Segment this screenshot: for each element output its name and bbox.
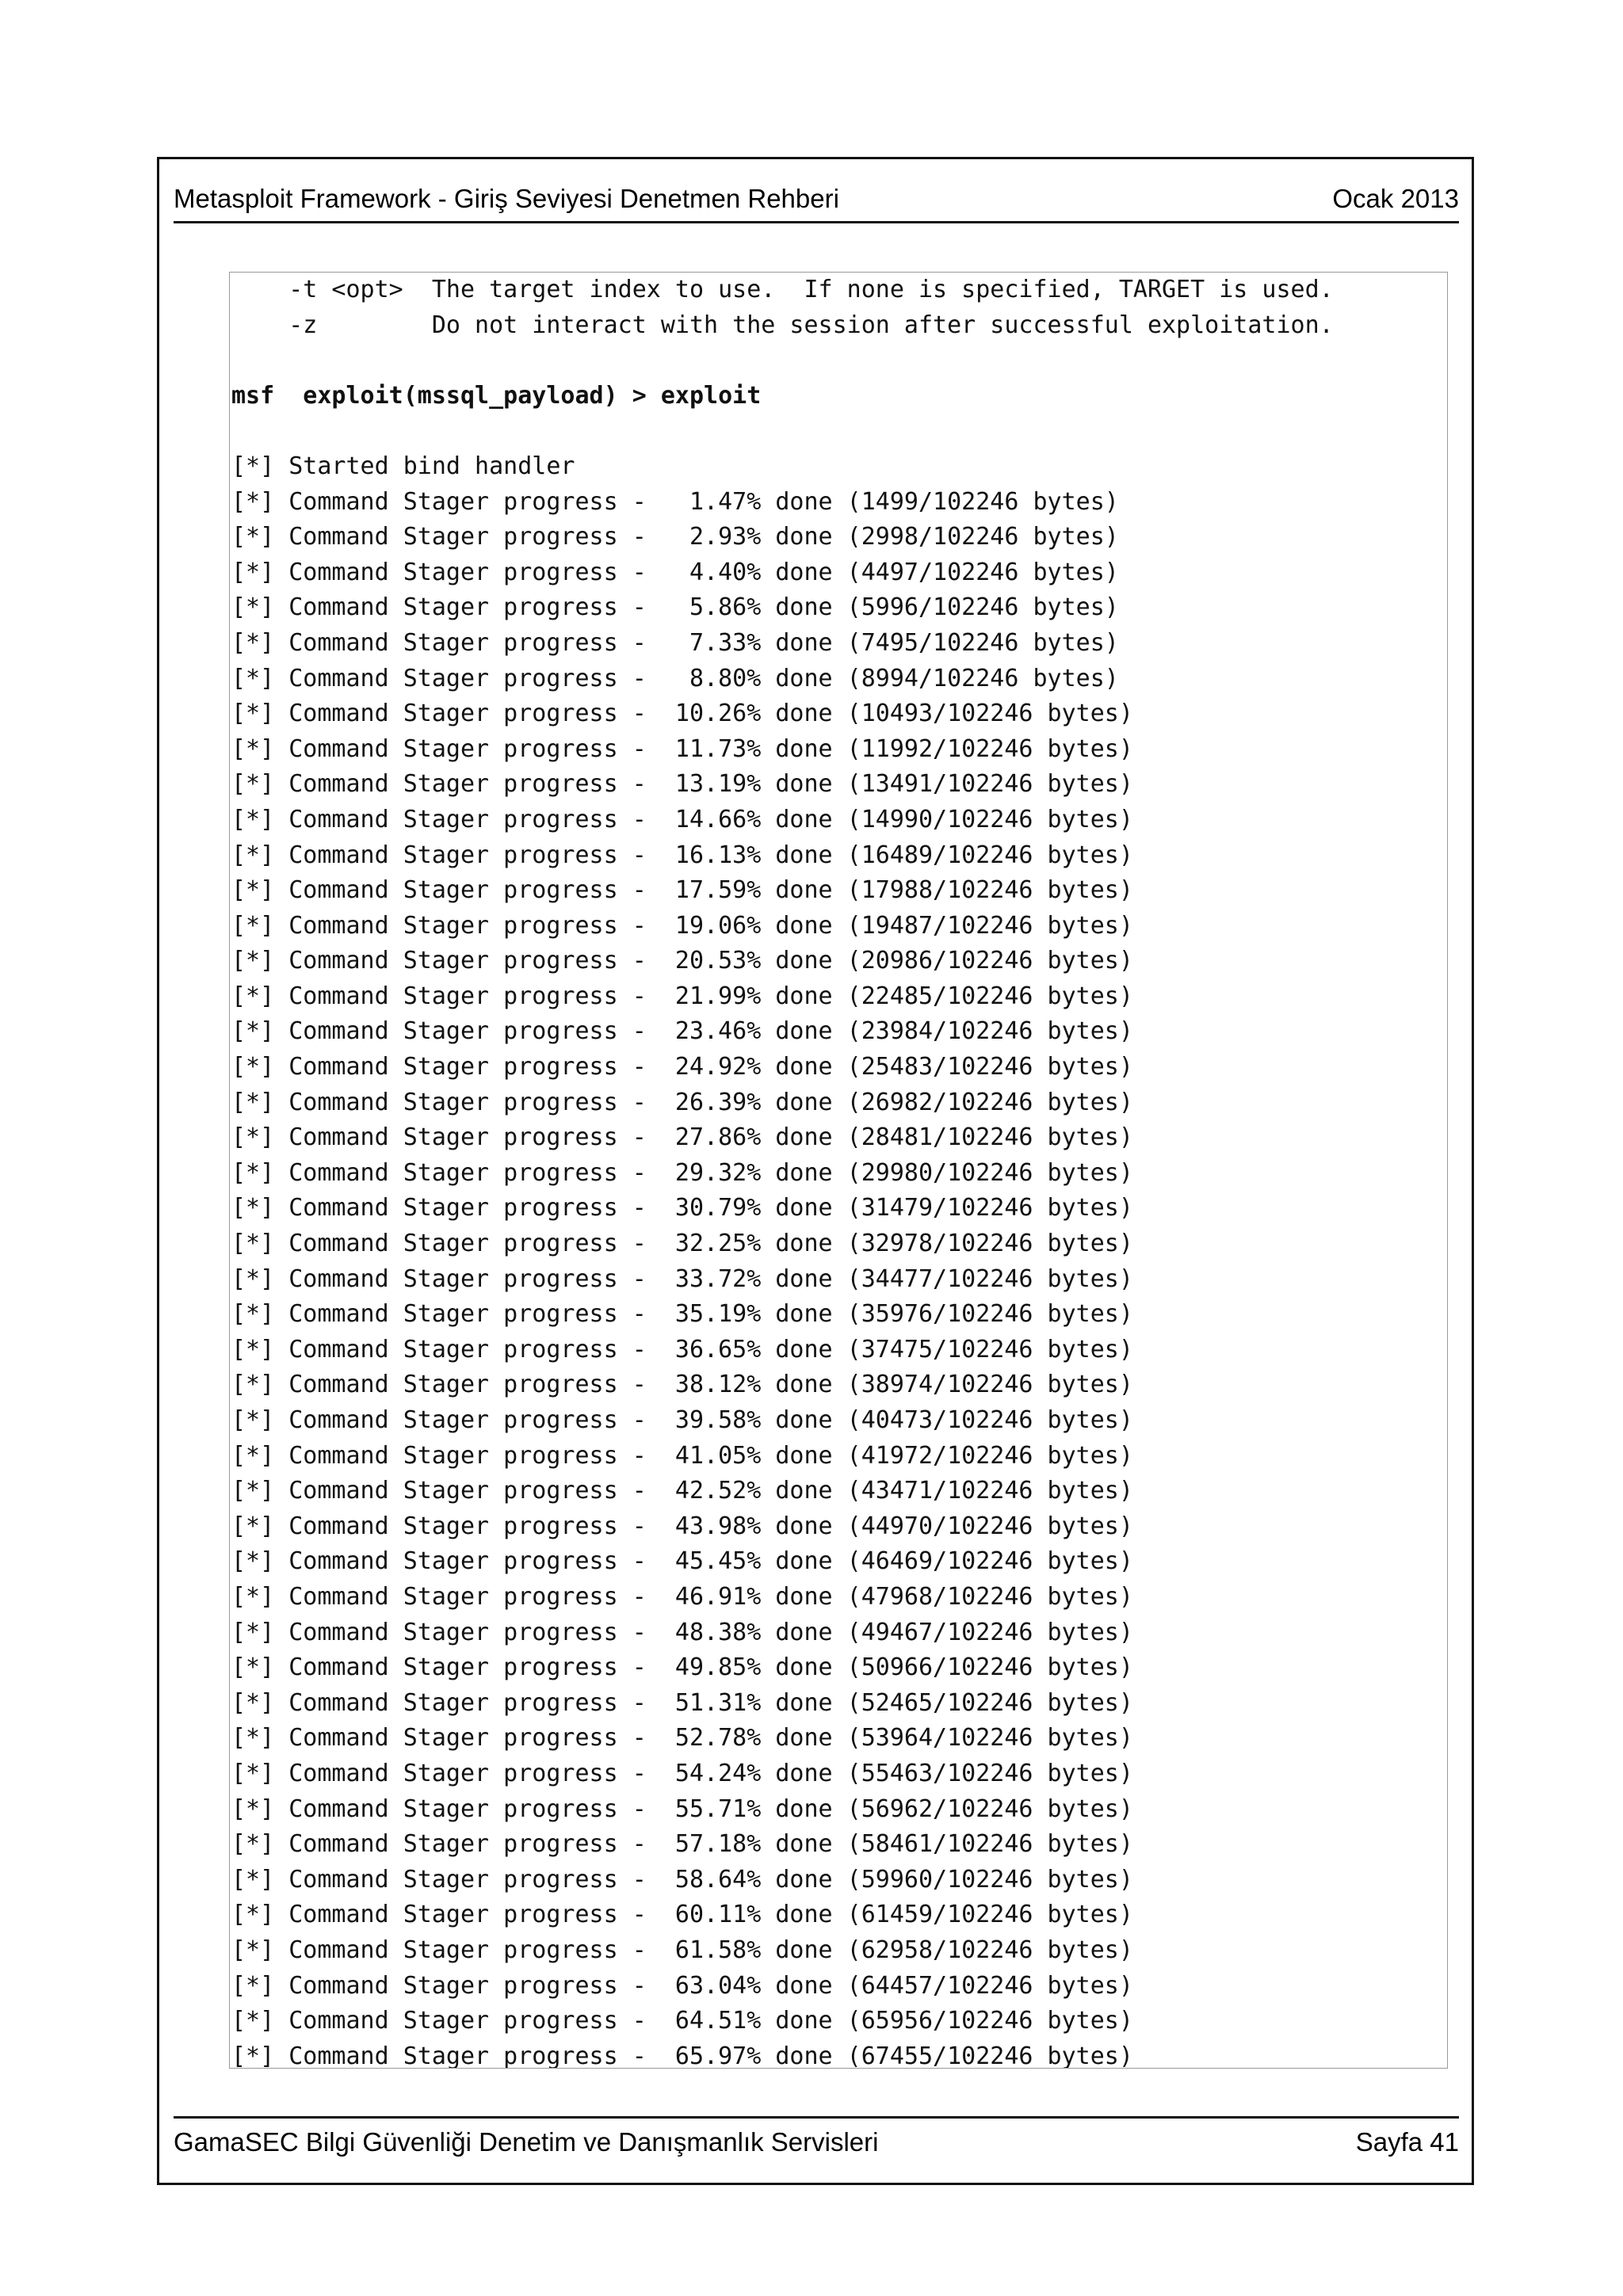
terminal-line: [*] Command Stager progress - 35.19% done (35976/102246 bytes) (231, 1300, 1133, 1329)
prompt-line: msf exploit(mssql_payload) > exploit (231, 381, 762, 410)
page-frame (157, 157, 1474, 2185)
footer-company: GamaSEC Bilgi Güvenliği Denetim ve Danışmanlık Servisleri (174, 2127, 879, 2157)
terminal-line: [*] Command Stager progress - 14.66% done (14990/102246 bytes) (231, 805, 1133, 833)
terminal-line: [*] Command Stager progress - 52.78% done (53964/102246 bytes) (231, 1724, 1133, 1753)
terminal-line: [*] Command Stager progress - 21.99% done (22485/102246 bytes) (231, 982, 1133, 1010)
terminal-line: [*] Command Stager progress - 36.65% done (37475/102246 bytes) (231, 1335, 1133, 1363)
terminal-line: [*] Command Stager progress - 5.86% done (5996/102246 bytes) (231, 593, 1119, 622)
terminal-line: [*] Command Stager progress - 45.45% done (46469/102246 bytes) (231, 1547, 1133, 1576)
terminal-line (231, 414, 1334, 449)
terminal-line: [*] Command Stager progress - 27.86% done (28481/102246 bytes) (231, 1123, 1133, 1152)
terminal-line: [*] Command Stager progress - 8.80% done (8994/102246 bytes) (231, 664, 1119, 692)
terminal-line: [*] Command Stager progress - 63.04% done (64457/102246 bytes) (231, 1971, 1133, 2000)
terminal-line: [*] Command Stager progress - 4.40% done (4497/102246 bytes) (231, 558, 1119, 586)
terminal-line: [*] Command Stager progress - 41.05% done (41972/102246 bytes) (231, 1441, 1133, 1470)
terminal-line: [*] Command Stager progress - 51.31% done (52465/102246 bytes) (231, 1688, 1133, 1717)
terminal-line: [*] Command Stager progress - 43.98% done (44970/102246 bytes) (231, 1512, 1133, 1540)
terminal-line: -t <opt> The target index to use. If none is specified, TARGET is used. (231, 276, 1334, 303)
terminal-line: [*] Command Stager progress - 61.58% done (62958/102246 bytes) (231, 1936, 1133, 1964)
terminal-line: [*] Command Stager progress - 29.32% done (29980/102246 bytes) (231, 1158, 1133, 1187)
terminal-line: [*] Command Stager progress - 20.53% done (20986/102246 bytes) (231, 947, 1133, 975)
terminal-line: [*] Command Stager progress - 55.71% done (56962/102246 bytes) (231, 1794, 1133, 1823)
terminal-output (231, 273, 1334, 2069)
terminal-line: [*] Command Stager progress - 49.85% done (50966/102246 bytes) (231, 1653, 1133, 1682)
terminal-line: [*] Command Stager progress - 24.92% done (25483/102246 bytes) (231, 1053, 1133, 1081)
terminal-line: -z Do not interact with the session after successful exploitation. (231, 311, 1334, 339)
terminal-line: [*] Command Stager progress - 60.11% done (61459/102246 bytes) (231, 1901, 1133, 1929)
terminal-line: [*] Command Stager progress - 10.26% done (10493/102246 bytes) (231, 700, 1133, 728)
terminal-line: [*] Command Stager progress - 57.18% done (58461/102246 bytes) (231, 1830, 1133, 1859)
terminal-line: [*] Command Stager progress - 39.58% done (40473/102246 bytes) (231, 1406, 1133, 1434)
terminal-line: [*] Command Stager progress - 38.12% done (38974/102246 bytes) (231, 1371, 1133, 1399)
terminal-line: [*] Command Stager progress - 26.39% done (26982/102246 bytes) (231, 1088, 1133, 1116)
terminal-output-box (229, 272, 1448, 2069)
terminal-line: [*] Command Stager progress - 42.52% done (43471/102246 bytes) (231, 1477, 1133, 1505)
terminal-line: [*] Command Stager progress - 13.19% done (13491/102246 bytes) (231, 770, 1133, 799)
terminal-line: [*] Command Stager progress - 23.46% done (23984/102246 bytes) (231, 1017, 1133, 1046)
terminal-line: [*] Command Stager progress - 32.25% done (32978/102246 bytes) (231, 1230, 1133, 1258)
terminal-line: [*] Command Stager progress - 19.06% done (19487/102246 bytes) (231, 911, 1133, 940)
terminal-line: [*] Command Stager progress - 58.64% done (59960/102246 bytes) (231, 1865, 1133, 1894)
page-footer (174, 2116, 1459, 2166)
terminal-line: [*] Command Stager progress - 64.51% done (65956/102246 bytes) (231, 2007, 1133, 2035)
terminal-line: [*] Command Stager progress - 46.91% done (47968/102246 bytes) (231, 1582, 1133, 1611)
terminal-line: [*] Started bind handler (231, 452, 575, 480)
terminal-line: [*] Command Stager progress - 48.38% done (49467/102246 bytes) (231, 1618, 1133, 1646)
page-header (174, 181, 1459, 223)
document-title: Metasploit Framework - Giriş Seviyesi Denetmen Rehberi (174, 184, 839, 213)
terminal-line: [*] Command Stager progress - 33.72% done (34477/102246 bytes) (231, 1264, 1133, 1293)
terminal-line: [*] Command Stager progress - 16.13% done (16489/102246 bytes) (231, 841, 1133, 869)
document-date: Ocak 2013 (1332, 184, 1459, 213)
terminal-line: [*] Command Stager progress - 7.33% done (7495/102246 bytes) (231, 628, 1119, 657)
terminal-line: [*] Command Stager progress - 1.47% done (1499/102246 bytes) (231, 487, 1119, 516)
terminal-line: [*] Command Stager progress - 11.73% done (11992/102246 bytes) (231, 734, 1133, 763)
terminal-line: [*] Command Stager progress - 2.93% done (2998/102246 bytes) (231, 523, 1119, 551)
terminal-line: [*] Command Stager progress - 17.59% done (17988/102246 bytes) (231, 876, 1133, 905)
terminal-line: [*] Command Stager progress - 30.79% done (31479/102246 bytes) (231, 1194, 1133, 1222)
terminal-line (231, 343, 1334, 379)
page-number: Sayfa 41 (1355, 2127, 1459, 2157)
terminal-line: [*] Command Stager progress - 65.97% done (67455/102246 bytes) (231, 2042, 1133, 2069)
terminal-line: [*] Command Stager progress - 54.24% done (55463/102246 bytes) (231, 1759, 1133, 1787)
